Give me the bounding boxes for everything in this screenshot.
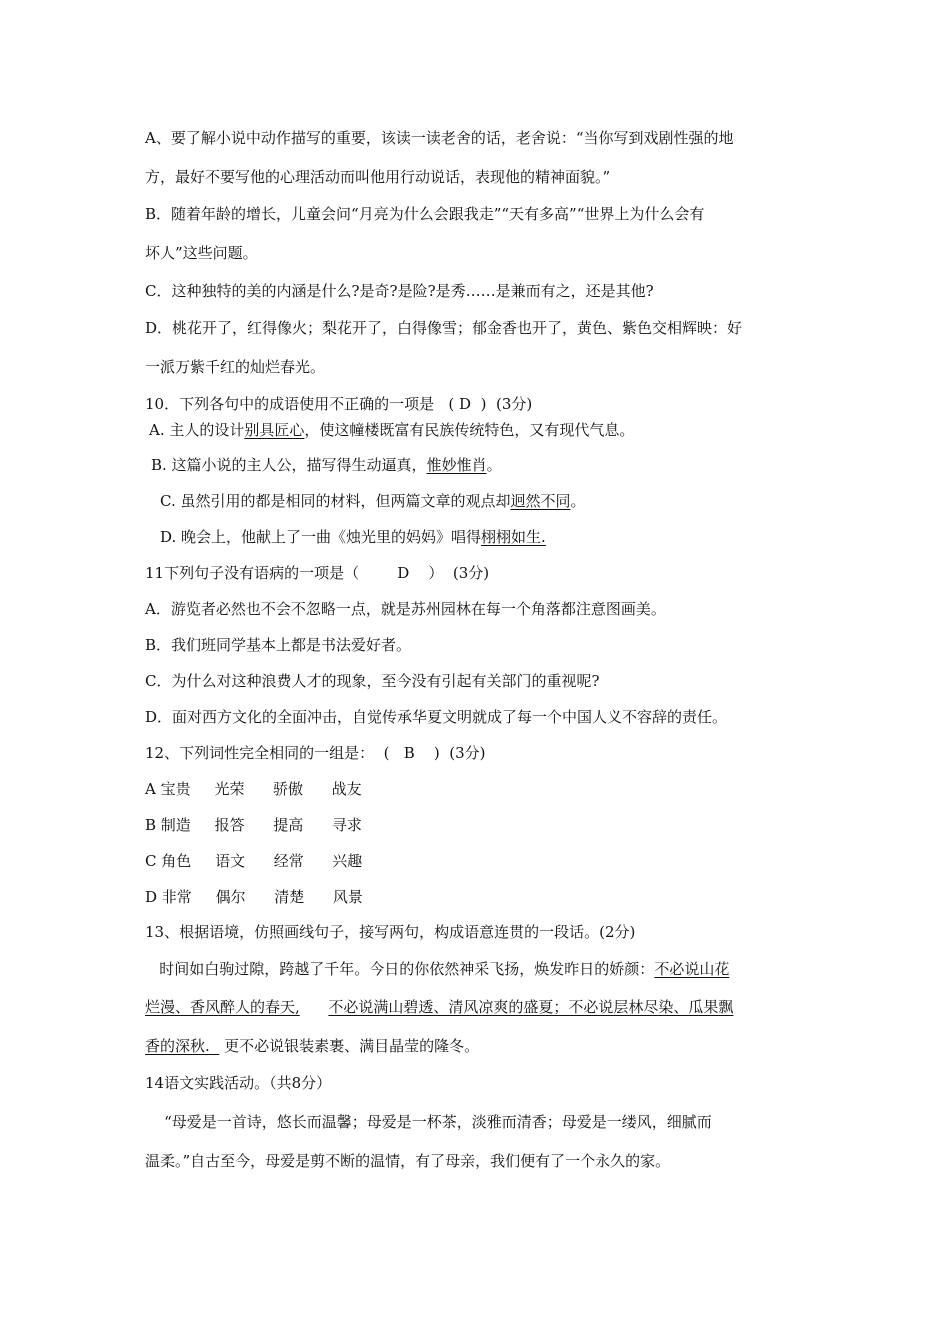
- underlined-idiom: 迥然不同: [510, 492, 571, 510]
- q10-option-a: A. 主人的设计别具匠心，使这幢楼既富有民族传统特色，又有现代气息。: [149, 421, 635, 439]
- q10-stem: 10．下列各句中的成语使用不正确的一项是 ( D ) (3分): [145, 395, 533, 413]
- q11-option-d: D．面对西方文化的全面冲击，自觉传承华夏文明就成了每一个中国人义不容辞的责任。: [145, 708, 728, 726]
- q9-option-b-line2: 坏人”这些问题。: [145, 244, 258, 262]
- answer-sentence: 香的深秋.: [145, 1037, 220, 1055]
- q12-stem: 12、下列词性完全相同的一组是： ( B ) (3分): [145, 744, 486, 762]
- underlined-sentence: 不必说山花: [654, 960, 730, 978]
- q9-option-b-line1: B．随着年龄的增长，儿童会问“月亮为什么会跟我走”“天有多高”“世界上为什么会有: [145, 205, 705, 223]
- q13-paragraph-line1: 时间如白驹过隙，跨越了千年。今日的你依然神采飞扬，焕发昨日的娇颜：不必说山花: [145, 960, 730, 978]
- q14-paragraph-line1: “母爱是一首诗，悠长而温馨；母爱是一杯茶，淡雅而清香；母爱是一缕风，细腻而: [145, 1113, 712, 1131]
- underlined-idiom: 别具匠心: [244, 421, 305, 439]
- q13-paragraph-line2: [145, 997, 733, 1017]
- underlined-sentence: 烂漫、香风醉人的春天,: [145, 998, 300, 1016]
- q9-option-a-line1: A、要了解小说中动作描写的重要，该读一读老舍的话，老舍说：“当你写到戏剧性强的地: [145, 129, 734, 147]
- q10-option-d: D. 晚会上，他献上了一曲《烛光里的妈妈》唱得栩栩如生.: [160, 528, 546, 546]
- q10-option-b: B. 这篇小说的主人公，描写得生动逼真，惟妙惟肖。: [151, 456, 502, 474]
- q14-paragraph-line2: 温柔。”自古至今，母爱是剪不断的温情，有了母亲，我们便有了一个永久的家。: [145, 1152, 671, 1170]
- underlined-idiom: 栩栩如生.: [481, 528, 546, 546]
- q12-option-c: C 角色 语文 经常 兴趣: [145, 852, 363, 870]
- answer-sentence: 不必说满山碧透、清风凉爽的盛夏；不必说层林尽染、瓜果飘: [328, 998, 734, 1016]
- q12-option-d: D 非常 偶尔 清楚 风景: [145, 888, 363, 906]
- q13-stem: 13、根据语境，仿照画线句子，接写两句，构成语意连贯的一段话。(2分): [145, 923, 636, 941]
- q11-option-c: C．为什么对这种浪费人才的现象，至今没有引起有关部门的重视呢?: [145, 672, 600, 690]
- q13-paragraph-line3: 香的深秋. 更不必说银装素裹、满目晶莹的隆冬。: [145, 1037, 480, 1055]
- q12-option-a: A 宝贵 光荣 骄傲 战友: [145, 780, 362, 798]
- q10-option-c: C. 虽然引用的都是相同的材料，但两篇文章的观点却迥然不同。: [160, 492, 586, 510]
- q14-stem: 14语文实践活动。（共8分）: [145, 1074, 332, 1092]
- q9-option-d-line1: D．桃花开了，红得像火；梨花开了，白得像雪；郁金香也开了，黄色、紫色交相辉映：好: [145, 319, 743, 337]
- q9-option-a-line2: 方，最好不要写他的心理活动而叫他用行动说话，表现他的精神面貌。”: [145, 168, 611, 186]
- q9-option-c: C．这种独特的美的内涵是什么?是奇?是险?是秀……是兼而有之，还是其他?: [145, 282, 654, 300]
- q9-option-d-line2: 一派万紫千红的灿烂春光。: [145, 358, 326, 376]
- q12-option-b: B 制造 报答 提高 寻求: [145, 816, 362, 834]
- q11-option-b: B．我们班同学基本上都是书法爱好者。: [145, 636, 412, 654]
- underlined-idiom: 惟妙惟肖: [426, 456, 487, 474]
- q11-option-a: A．游览者必然也不会不忽略一点，就是苏州园林在每一个角落都注意图画美。: [145, 600, 666, 618]
- q11-stem: 11下列句子没有语病的一项是（ D ） (3分): [145, 564, 490, 582]
